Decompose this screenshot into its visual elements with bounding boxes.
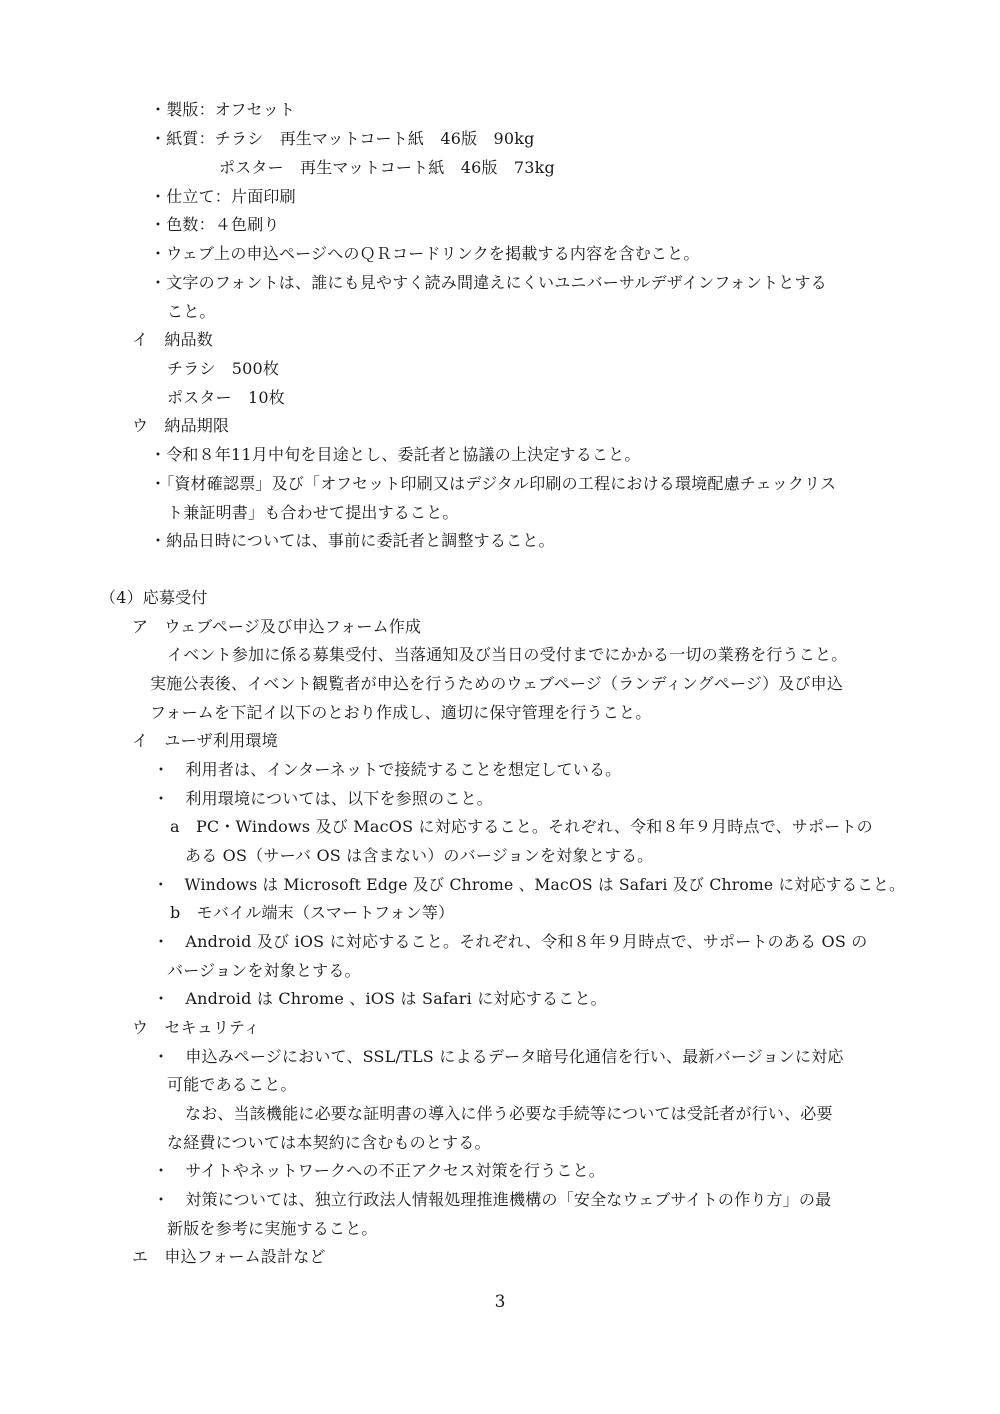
text-line: 新版を参考に実施すること。 [167,1219,378,1238]
text-line: バージョンを対象とする。 [167,961,361,980]
text-line: ・ウェブ上の申込ページへのＱＲコードリンクを掲載する内容を含むこと。 [150,244,700,263]
text-line: ・ 利用者は、インターネットで接続することを想定している。 [153,760,622,779]
text-line: ・ 利用環境については、以下を参照のこと。 [153,789,493,808]
section-heading: （4）応募受付 [100,588,208,607]
text-line: イベント参加に係る募集受付、当落通知及び当日の受付までにかかる一切の業務を行うこと。 [167,645,848,664]
text-line: ・色数：４色刷り [150,215,280,234]
text-line: チラシ 500枚 [167,359,280,378]
section-heading: イ ユーザ利用環境 [132,731,278,750]
text-line: ・ サイトやネットワークへの不正アクセス対策を行うこと。 [153,1161,606,1180]
text-line: ・ Android 及び iOS に対応すること。それぞれ、令和８年９月時点で、サポートのある OS の [153,932,868,951]
text-line: なお、当該機能に必要な証明書の導入に伴う必要な手続等については受託者が行い、必要 [185,1104,833,1123]
text-line: ポスター 10枚 [167,388,285,407]
text-line: ・文字のフォントは、誰にも見やすく読み間違えにくいユニバーサルデザインフォントとする [150,273,827,292]
text-line: ポスター 再生マットコート紙 46版 73kg [219,158,555,177]
text-line: ・ Android は Chrome 、iOS は Safari に対応すること。 [153,989,607,1008]
text-line: な経費については本契約に含むものとする。 [167,1133,491,1152]
text-line: ・ Windows は Microsoft Edge 及び Chrome 、MacOS は Safari 及び Chrome に対応すること。 [153,875,905,894]
text-line: ・紙質：チラシ 再生マットコート紙 46版 90kg [150,129,535,148]
section-heading: イ 納品数 [132,330,214,349]
text-line: a PC・Windows 及び MacOS に対応すること。それぞれ、令和８年９月時点で、サポートの [170,817,873,836]
text-line: ・仕立て：片面印刷 [150,187,296,206]
section-heading: ウ セキュリティ [132,1018,261,1037]
text-line: ・令和８年11月中旬を目途とし、委託者と協議の上決定すること。 [150,445,641,464]
text-line: ・製版：オフセット [150,100,296,119]
text-line: 可能であること。 [167,1075,297,1094]
text-line: ・「資材確認票」及び「オフセット印刷又はデジタル印刷の工程における環境配慮チェックリス [150,474,837,493]
text-line: ・ 申込みページにおいて、SSL/TLS によるデータ暗号化通信を行い、最新バージョンに対応 [153,1047,844,1066]
text-line: ・ 対策については、独立行政法人情報処理推進機構の「安全なウェブサイトの作り方」の最 [153,1190,832,1209]
text-line: フォームを下記イ以下のとおり作成し、適切に保守管理を行うこと。 [150,703,652,722]
page-number: 3 [494,1292,506,1312]
text-line: ある OS（サーバ OS は含まない）のバージョンを対象とする。 [185,846,654,865]
section-heading: ア ウェブページ及び申込フォーム作成 [132,617,422,636]
text-line: こと。 [167,302,216,321]
text-line: ・納品日時については、事前に委託者と調整すること。 [150,531,555,550]
text-line: b モバイル端末（スマートフォン等） [170,903,455,922]
text-line: 実施公表後、イベント観覧者が申込を行うためのウェブページ（ランディングページ）及び申込 [150,674,844,693]
section-heading: ウ 納品期限 [132,416,230,435]
section-heading: エ 申込フォーム設計など [132,1247,326,1266]
text-line: ト兼証明書」も合わせて提出すること。 [167,503,459,522]
